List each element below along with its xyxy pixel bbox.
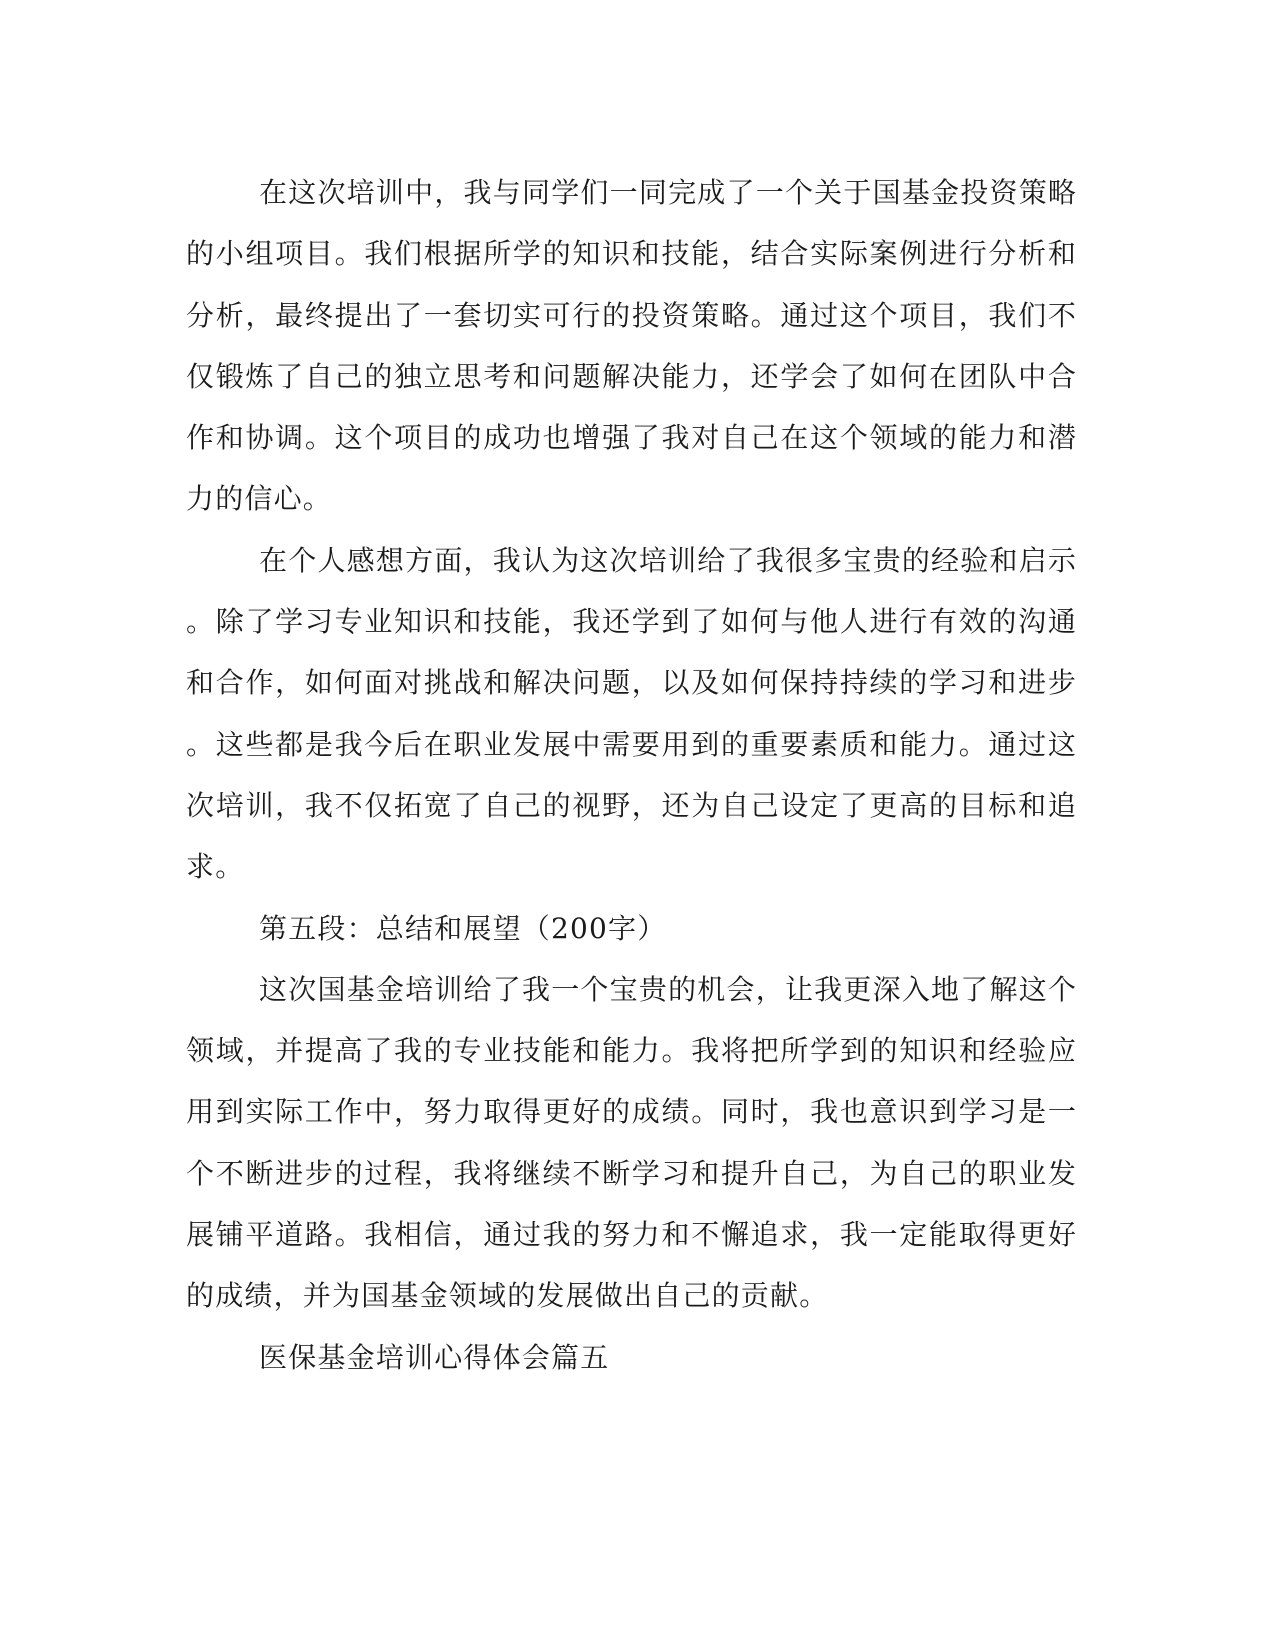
text-line: 和 合 作 ， 如 何 面 对 挑 战 和 解 决 问 题 ， 以 及 如 何 保 持 持 续 的 学 习 和 进 步 [186, 666, 1076, 700]
text-line: 这 次 国 基 金 培 训 给 了 我 一 个 宝 贵 的 机 会 ， 让 我 更 深 入 地 了 解 这 个 [259, 972, 1076, 1006]
section-heading: 第五段：总结和展望（200字） [259, 911, 667, 945]
text-line: 的成绩，并为国基金领域的发展做出自己的贡献。 [186, 1279, 829, 1313]
text-line: 个 不 断 进 步 的 过 程 ， 我 将 继 续 不 断 学 习 和 提 升 自 己 ， 为 自 己 的 职 业 发 [186, 1156, 1076, 1190]
text-line: 力的信心。 [186, 482, 333, 516]
text-line: 在 这 次 培 训 中 ， 我 与 同 学 们 一 同 完 成 了 一 个 关 于 国 基 金 投 资 策 略 [259, 176, 1076, 209]
section-title: 医保基金培训心得体会篇五 [259, 1340, 610, 1374]
text-line: 领 域 ， 并 提 高 了 我 的 专 业 技 能 和 能 力 。 我 将 把 所 学 到 的 知 识 和 经 验 应 [186, 1034, 1076, 1068]
document-body [186, 162, 1076, 1388]
text-line: 展 铺 平 道 路 。 我 相 信 ， 通 过 我 的 努 力 和 不 懈 追 求 ， 我 一 定 能 取 得 更 好 [186, 1218, 1076, 1252]
text-line: 次 培 训 ， 我 不 仅 拓 宽 了 自 己 的 视 野 ， 还 为 自 己 设 定 了 更 高 的 目 标 和 追 [186, 788, 1076, 822]
text-line: 用 到 实 际 工 作 中 ， 努 力 取 得 更 好 的 成 绩 。 同 时 ， 我 也 意 识 到 学 习 是 一 [186, 1095, 1076, 1129]
text-line: 在 个 人 感 想 方 面 ， 我 认 为 这 次 培 训 给 了 我 很 多 宝 贵 的 经 验 和 启 示 [259, 543, 1076, 577]
text-line: 。 除 了 学 习 专 业 知 识 和 技 能 ， 我 还 学 到 了 如 何 与 他 人 进 行 有 效 的 沟 通 [186, 605, 1076, 639]
text-line: 。 这 些 都 是 我 今 后 在 职 业 发 展 中 需 要 用 到 的 重 要 素 质 和 能 力 。 通 过 这 [186, 727, 1076, 761]
text-line: 分 析 ， 最 终 提 出 了 一 套 切 实 可 行 的 投 资 策 略 。 通 过 这 个 项 目 ， 我 们 不 [186, 298, 1076, 332]
text-line: 求。 [186, 850, 245, 884]
text-line: 作 和 协 调 。 这 个 项 目 的 成 功 也 增 强 了 我 对 自 己 在 这 个 领 域 的 能 力 和 潜 [186, 421, 1076, 455]
text-line: 仅 锻 炼 了 自 己 的 独 立 思 考 和 问 题 解 决 能 力 ， 还 学 会 了 如 何 在 团 队 中 合 [186, 359, 1076, 393]
text-line: 的 小 组 项 目 。 我 们 根 据 所 学 的 知 识 和 技 能 ， 结 合 实 际 案 例 进 行 分 析 和 [186, 237, 1076, 271]
